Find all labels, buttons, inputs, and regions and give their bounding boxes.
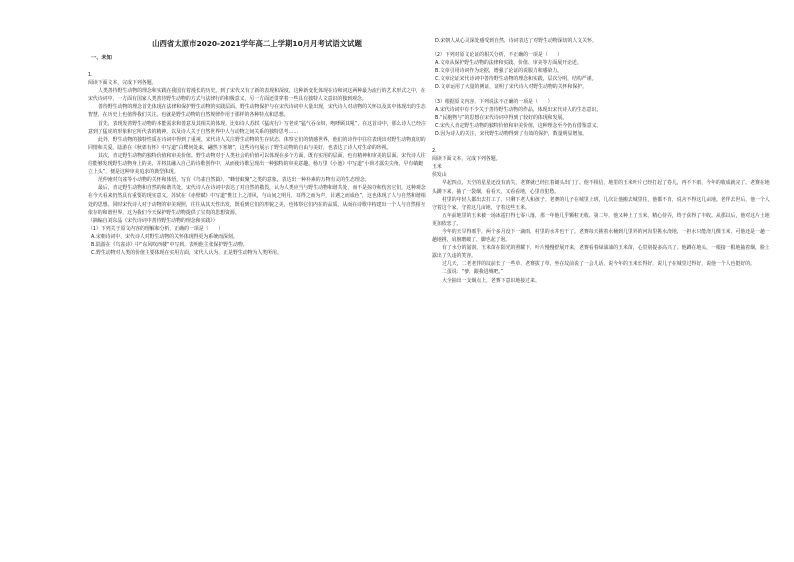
- question-number: 1.: [88, 72, 93, 78]
- paragraph: 二蛋说：“爹，跟我进城吧。”: [442, 269, 504, 276]
- paragraph: 今年的天旱得邪乎，两个多月没下一滴雨，村里的水井也干了。老赛每天挑着水桶到几里外的河沟里挑水浇地，一担水只能浇几棵玉米，可他还是一趟一趟地挑，肩膀磨破了，脚也起了泡。: [432, 228, 770, 244]
- instruction: 阅读下面文本，完成下列各题。: [88, 80, 157, 87]
- paragraph: 人类善待野生动物的理念和实践在我国有着漫长的历史。到了宋代又有了新的表现和深度，这种新变化体现在诗和词这两种最为流行的艺术形式之中，在宋代诗词中，一方面有国家人类善待野生动物的方式与法律行的积极意义，另一方面还贯穿着一些具有独特人文意识的独到观念。: [88, 88, 426, 103]
- paragraph: 早起四点，天空的星星还没有消失，老赛就已经扛着锄头出门了。他不相信，地里的玉米叶片已经打起了卷儿，再不下雨，今年的收成就完了。老赛在地头蹲下来，抽了一袋烟，看看天，又看看地，心里直犯愁。: [432, 180, 770, 195]
- option-b: B.文章引用诗词作为论据，增强了论证的说服力和感染力。: [435, 68, 563, 75]
- source-note: （摘编自刘东晶《宋代诗词中善待野生动物的理念和实践》）: [88, 217, 218, 224]
- paragraph: 此外，野生动物的独特性质在诗词中得到了重视。宋代诗人关注野生动物的生存状态，体察它们的情感世界，他们的诗作中往往表现出对野生动物真切的同情和关爱。陆游在《秋郊有怀》中写道“白鹭何处来，翩然下寒塘”，这些诗句展示了野生动物的自由与美好，也表达了诗人对生命的珍视。: [88, 136, 426, 151]
- option-d: D.因为诗人的关注，宋代野生动物得到了有效的保护，数量明显增加。: [435, 130, 588, 137]
- paragraph: 善待野生动物的理念首先体现在法律和保护野生动物的实践层面。野生动物保护与在宋代诗词中大量出现，宋代诗人对动物的关怀以及其中体现出的生态智慧，在历史上也值得我们关注。也就是野生动物的自然规律作用于那样的各种特点和思想。: [88, 104, 426, 119]
- option-a: A.文章从保护野生动物的法律和实践、价值、审美等方面展开论述。: [435, 60, 582, 67]
- paragraph: 有了水分的滋润，玉米苗在阳光的照耀下，叶片慢慢舒展开来，老赛看着绿油油的玉米苗，心里别提多高兴了。他蹲在地头，一根接一根地抽着烟，脸上露出了久违的笑容。: [432, 245, 770, 260]
- option-a: A.宋代诗词中有不少关于善待野生动物的作品，体现出宋代诗人的生态意识。: [435, 106, 602, 113]
- option-b: B.陆游在《鸟雀诗》中“东风吹西楼”中写到，表明他主张保护野生动物。: [91, 241, 248, 248]
- section-heading: 一、未知: [91, 55, 112, 61]
- option-c: C.文章论证宋代诗词中善待野生动物的理念和实践，层次分明，结构严谨。: [435, 76, 597, 83]
- paragraph: 五年前地里的玉米被一场冰雹打得七零八落，那一年他几乎颗粒无收。第二年，他又种上了玉米，精心侍弄，终于获得了丰收。从那以后，他对这片土地更加依恋了。: [432, 212, 770, 227]
- story-author: 侯发山: [432, 172, 447, 179]
- option-d: D.宋朝人从心灵深处感受到自然，诗词表达了对野生动物深切的人文关怀。: [435, 38, 597, 44]
- question-2: （2）下列对原文论证的相关分析，不正确的一项是（ ）: [432, 52, 563, 59]
- paragraph: 大全抽出一支烟点上，老赛下意识地接过来。: [442, 277, 540, 284]
- paragraph: 范仲淹对鸟雀等小动物的关怀和体悟，写有《鸟雀自然篇》，“蜂营蚁聚”之类的意象，表达出一种朴素的万物有灵的生态理念。: [98, 177, 370, 184]
- left-column: [88, 0, 426, 562]
- question-1: （1）下列关于原文内容的理解和分析，正确的一项是（ ）: [88, 225, 224, 232]
- option-c: C.宋代人肯定野生动物的独特价值和审美价值，这种理念至今仍有借鉴意义。: [435, 122, 602, 129]
- paragraph: 首先，表现发善野生动物的本能需求和善意及其相关的体现。比如诗人苏轼《猛虎行》写老虎“猛气吞余奴，咆哮顾其吼”，在这首诗中，那么诗人已经注意到了猛虎的形象和它所代表的精神，以及诗人关于自然世界中人与动物之间关系的独特思考……: [88, 120, 426, 135]
- paragraph: 其次，肯定野生动物的独特价值和审美价值。野生动物对于人类社会的价值可以体现在多个方面，既有实用的层面，也有精神和审美的层面。宋代诗人往往能够发现野生动物身上的美，并将其融入自己的诗歌创作中，从而使诗歌呈现出一种独特的审美意趣。杨万里《小池》中写道“小荷才露尖尖角，早有蜻蜓立上头”，便是这种审美追求的典型体现。: [88, 152, 426, 176]
- paragraph: 最后，肯定野生动物和自然的和谐共处。宋代诗人在诗词中表达了对自然的敬畏，认为人类应当与野生动物和谐共处，而不是掠夺和伤害它们。这种观念在今天看来仍然具有重要的现实意义。苏轼在《赤壁赋》中写道“惟江上之清风，与山间之明月，耳得之而为声，目遇之而成色”，这也体现了人与自然和谐相处的思想。同时宋代诗人对于动物的审美观照，往往从其天性出发，既看到它们的形貌之美，也体察它们内在的品质，从而在诗歌中构建出一个人与自然相互依存的和谐世界，这为我们今天保护野生动物提供了宝贵的思想资源。: [88, 185, 426, 216]
- right-column: [432, 0, 770, 562]
- exam-title: 山西省太原市2020-2021学年高二上学期10月月考试语文试题: [152, 39, 362, 48]
- option-a: A.宋朝诗词中，宋代诗人对野生动物的关怀体现得更为系统而深刻。: [91, 233, 238, 240]
- option-b: B.“民胞物与”的思想在宋代诗词中得到了较好的体现和发展。: [435, 114, 568, 121]
- instruction: 阅读下面文本，完成下列各题。: [432, 156, 501, 163]
- paragraph: 过几天，二老老伴的坟前长了一些草，老赛拔了草，坐在坟前说了一会儿话，说今年的玉米长得好，说儿子在城里过得好，说他一个人也挺好的。: [442, 261, 756, 268]
- option-c: C.野生动物对人类的价值主要体现在实用方面，宋代人认为，正是野生动物为人类所用。: [91, 250, 282, 257]
- story-title: 玉米: [432, 164, 442, 171]
- question-3: （3）根据原文内容，下列说法不正确的一项是（ ）: [432, 98, 553, 105]
- option-d: D.文章运用了大量的例证，证明了宋代诗人对野生动物的关怀和保护。: [435, 84, 588, 91]
- paragraph: 村里的年轻人都出去打工了，只剩下老人和孩子。老赛的儿子在城里上班，几次让他搬去城里住，他都不肯，说舍不得这几亩地。老伴去世后，他一个人守着这个家，守着这几亩地，守着这些玉米。: [432, 196, 770, 211]
- question-number: 2.: [432, 148, 437, 155]
